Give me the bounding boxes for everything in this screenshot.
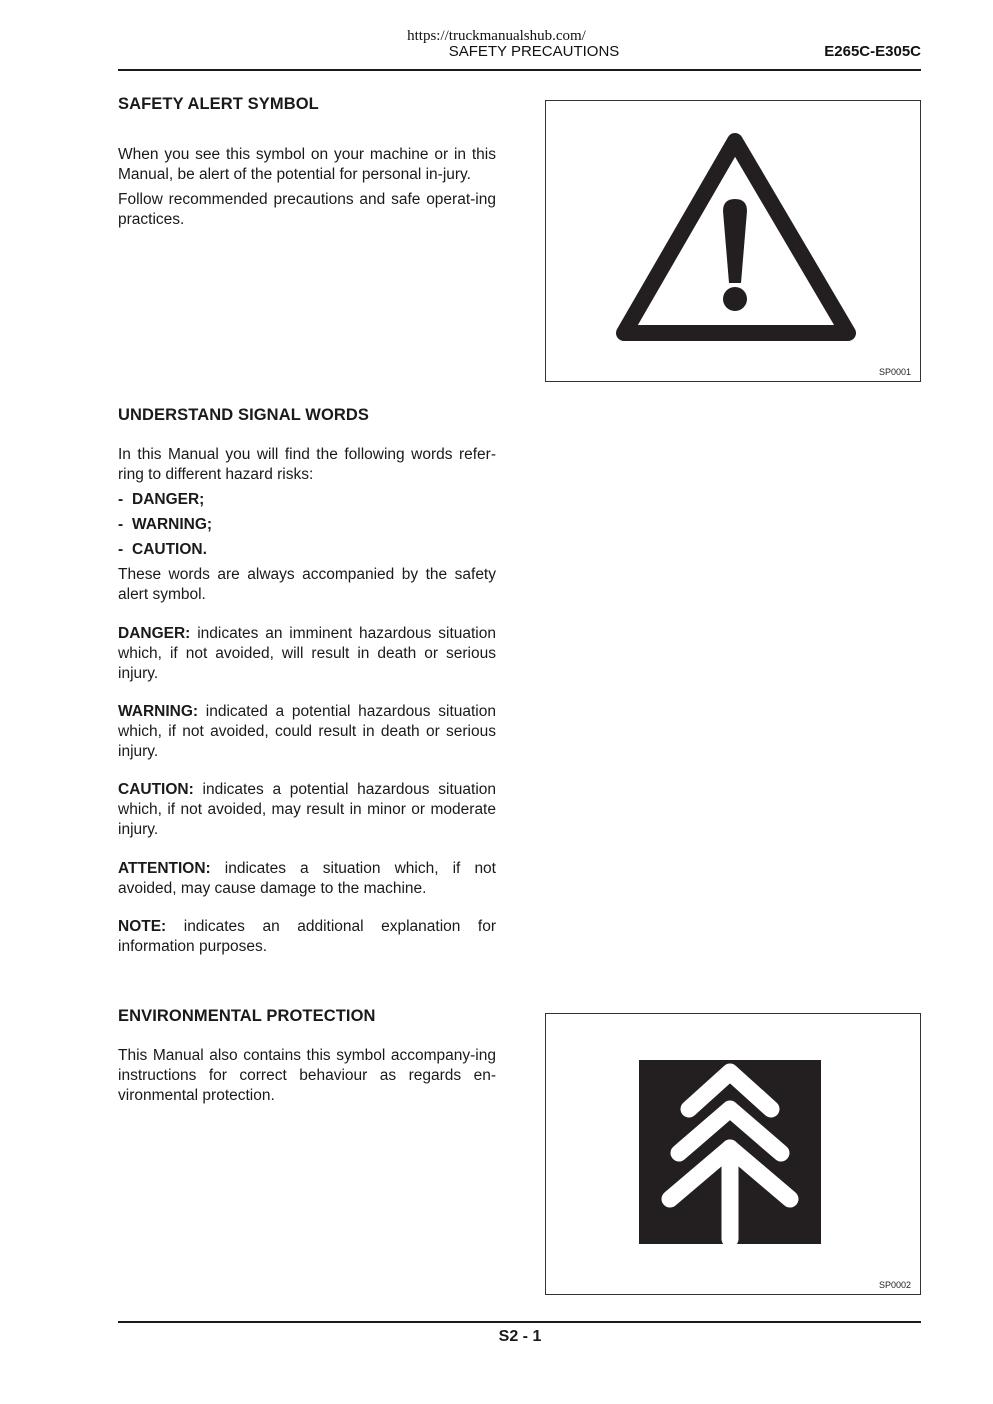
figure-code: SP0002 — [878, 1280, 911, 1290]
safety-alert-section — [118, 95, 496, 230]
section-title: SAFETY PRECAUTIONS — [448, 43, 620, 60]
safety-alert-paragraph-1: When you see this symbol on your machine or in this Manual, be alert of the potential for personal in-jury. — [118, 146, 496, 183]
page-number: S2 - 1 — [498, 1328, 542, 1345]
definition-danger: DANGER: indicates an imminent hazardous situation which, if not avoided, will result in death or serious injury. — [118, 625, 496, 682]
bullet-warning: - WARNING; — [118, 516, 213, 533]
figure-safety-alert — [545, 100, 921, 382]
signal-words-section — [118, 406, 496, 957]
header-divider — [118, 69, 921, 71]
signal-words-heading: UNDERSTAND SIGNAL WORDS — [118, 406, 370, 424]
environmental-section — [118, 1007, 496, 1106]
environment-arrow-tree-icon — [546, 1014, 920, 1294]
figure-environmental — [545, 1013, 921, 1295]
definition-attention: ATTENTION: indicates a situation which, if not avoided, may cause damage to the machine. — [118, 860, 496, 897]
figure-code: SP0001 — [878, 367, 911, 377]
definition-caution: CAUTION: indicates a potential hazardous situation which, if not avoided, may result in minor or moderate injury. — [118, 781, 496, 838]
signal-words-intro: In this Manual you will find the following words refer-ring to different hazard risks: — [118, 446, 496, 483]
model-number: E265C-E305C — [824, 43, 921, 60]
environmental-heading: ENVIRONMENTAL PROTECTION — [118, 1007, 376, 1025]
footer-divider — [118, 1321, 921, 1323]
definition-warning: WARNING: indicated a potential hazardous situation which, if not avoided, could result in death or serious injury. — [118, 703, 496, 760]
bullet-danger: - DANGER; — [118, 491, 205, 508]
safety-alert-heading: SAFETY ALERT SYMBOL — [118, 95, 319, 113]
bullet-caution: - CAUTION. — [118, 541, 207, 558]
environmental-paragraph: This Manual also contains this symbol accompany-ing instructions for correct behaviour as regards en-vironmental protection. — [118, 1047, 496, 1104]
source-url: https://truckmanualshub.com/ — [407, 28, 586, 44]
warning-triangle-exclamation-icon — [546, 101, 920, 381]
safety-alert-paragraph-2: Follow recommended precautions and safe operat-ing practices. — [118, 191, 496, 228]
definition-note: NOTE: indicates an additional explanation for information purposes. — [118, 918, 496, 955]
signal-words-accompanied: These words are always accompanied by the safety alert symbol. — [118, 566, 496, 603]
